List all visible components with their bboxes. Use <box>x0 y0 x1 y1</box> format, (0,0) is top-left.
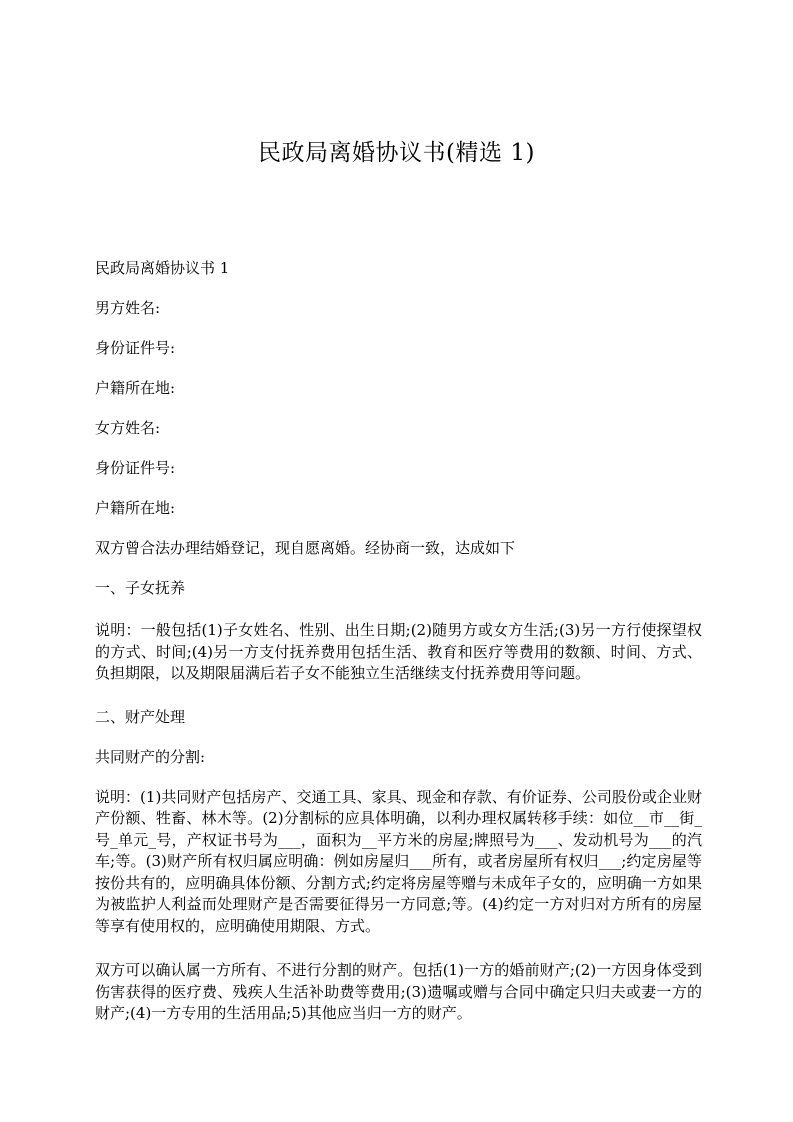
section1-heading: 一、子女抚养 <box>95 579 186 597</box>
female-name-field: 女方姓名: <box>95 419 161 437</box>
male-name-field: 男方姓名: <box>95 299 161 317</box>
section1-note: 说明：一般包括(1)子女姓名、性别、出生日期;(2)随男方或女方生活;(3)另一方行使探望权的方式、时间;(4)另一方支付抚养费用包括生活、教育和医疗等费用的数额、时间、方式、负担期限，以及期限届满后若子女不能独立生活继续支付抚养费用等问题。 <box>95 621 702 682</box>
agreement-subtitle: 民政局离婚协议书 1 <box>95 259 230 277</box>
section2-personal-property: 双方可以确认属一方所有、不进行分割的财产。包括(1)一方的婚前财产;(2)一方因身体受到伤害获得的医疗费、残疾人生活补助费等费用;(3)遗嘱或赠与合同中确定只归夫或妻一方的财产;(4)一方专用的生活用品;5)其他应当归一方的财产。 <box>95 961 702 1022</box>
male-household-field: 户籍所在地: <box>95 379 176 397</box>
female-household-field: 户籍所在地: <box>95 499 176 517</box>
female-id-field: 身份证件号: <box>95 459 176 477</box>
document-body <box>95 258 702 1025</box>
section2-subheading: 共同财产的分割: <box>95 747 206 766</box>
section2-note: 说明：(1)共同财产包括房产、交通工具、家具、现金和存款、有价证券、公司股份或企业财产份额、牲畜、林木等。(2)分割标的应具体明确，以利办理权属转移手续：如位__市__街_号_单元_号，产权证书号为___，面积为__平方米的房屋;牌照号为___、发动机号为___的汽车;等。(3)财产所有权归属应明确：例如房屋归___所有，或者房屋所有权归___;约定房屋等按份共有的，应明确具体份额、分割方式;约定将房屋等赠与未成年子女的，应明确一方如果为被监护人利益而处理财产是否需要征得另一方同意;等。(4)约定一方对归对方所有的房屋等享有使用权的，应明确使用期限、方式。 <box>95 787 702 935</box>
agreement-intro: 双方曾合法办理结婚登记，现自愿离婚。经协商一致，达成如下 <box>95 539 516 557</box>
document-title: 民政局离婚协议书(精选 1) <box>258 140 535 166</box>
section2-heading: 二、财产处理 <box>95 707 186 726</box>
male-id-field: 身份证件号: <box>95 339 176 357</box>
